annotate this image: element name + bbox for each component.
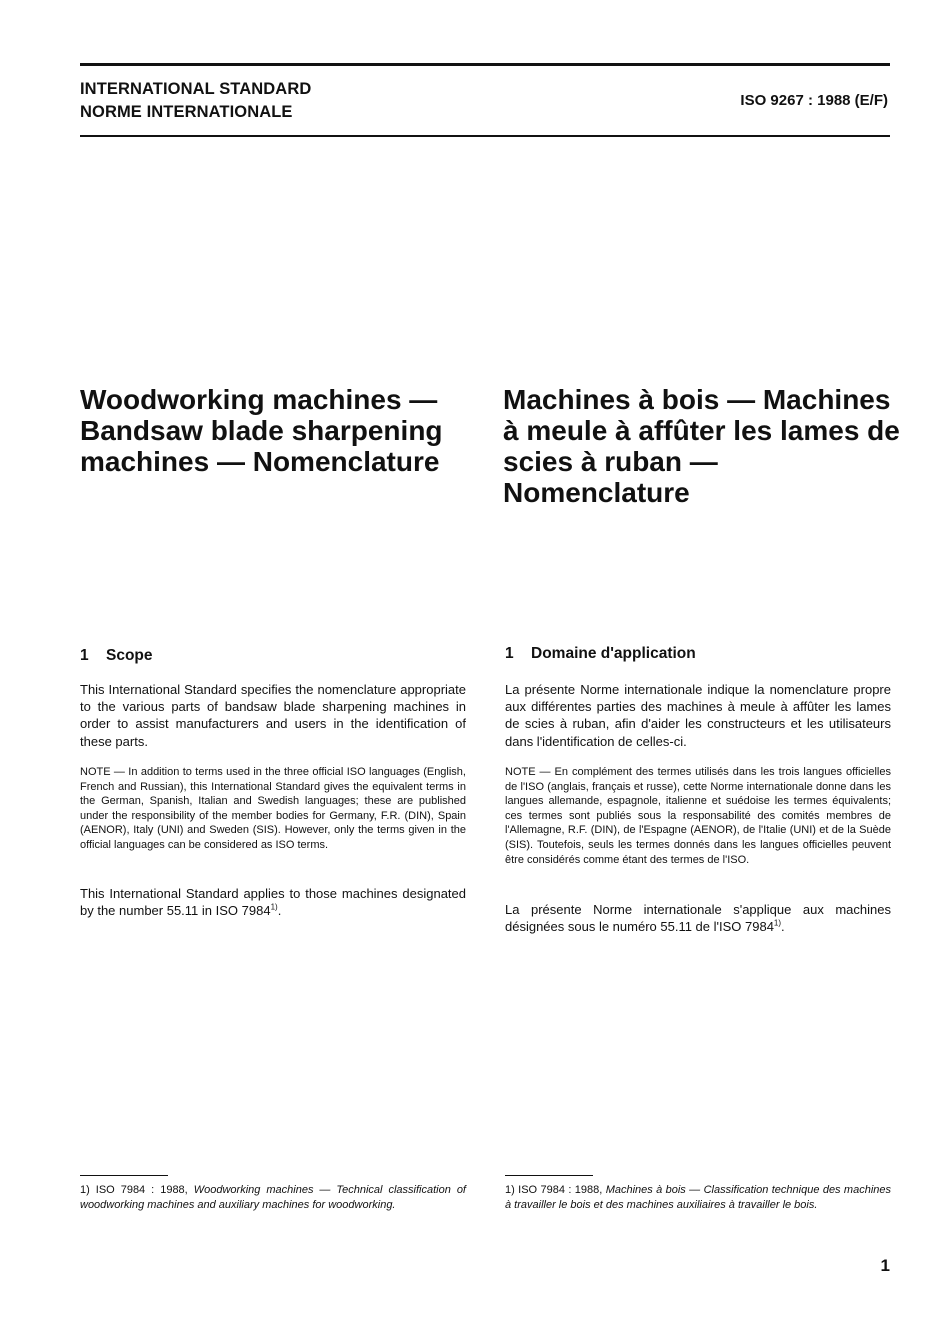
footnote-fr [505,1183,891,1212]
footnote-title: Woodworking machines — Technical classification of woodworking machines and auxiliary machines for woodworking. [80,1184,466,1211]
footnote-reference[interactable]: 1) [773,918,782,928]
document-type [80,78,311,124]
applicability-text: La présente Norme internationale s'applique aux machines désignées sous le numéro 55.11 de l'ISO 7984 [505,902,891,935]
header-top-rule [80,63,890,66]
page-number: 1 [880,1256,890,1275]
scope-note-en: NOTE — In addition to terms used in the three official ISO languages (English, French and Russian), this International Standard gives the equivalent terms in the German, Spanish, Italian and Swedish languages; these are published under the responsibility of the member bodies for Germany, F.R. (DIN), Spain (AENOR), Italy (UNI) and Sweden (SIS). However, only the terms given in the official languages can be considered as ISO terms. [80,766,466,851]
scope-paragraph-fr: La présente Norme internationale indique la nomenclature propre aux différentes parties des machines à meule à affûter les lames de scies à ruban, afin d'aider les constructeurs et les utilisateurs dans l'identification de celles-ci. [505,682,891,749]
footnote-reference[interactable]: 1) [270,902,278,912]
footnote-en [80,1183,466,1212]
footnote-separator-en [80,1175,168,1176]
section-number: 1 [505,645,514,662]
section-title: Scope [106,647,153,664]
section-heading-domaine [505,645,696,663]
footnote-separator-fr [505,1175,593,1176]
title-english: Woodworking machines — Bandsaw blade sharpening machines — Nomenclature [80,384,443,477]
title-french: Machines à bois — Machines à meule à affûter les lames de scies à ruban — Nomenclature [503,384,900,508]
footnote-marker: 1) ISO 7984 : 1988, [505,1184,603,1196]
footnote-marker: 1) ISO 7984 : 1988, [80,1184,188,1196]
applicability-text: This International Standard applies to those machines designated by the number 55.11 in ISO 7984 [80,886,466,919]
scope-note-fr: NOTE — En complément des termes utilisés dans les trois langues officielles de l'ISO (anglais, français et russe), cette Norme internationale donne dans les langues allemande, espagnole, italienne et suédoise les termes équivalents; ces termes sont publiés sous la responsabilité des comités membres de l'Allemagne, R.F. (DIN), de l'Espagne (AENOR), de l'Italie (UNI) et de la Suède (SIS). Toutefois, seuls les termes donnés dans les langues officielles peuvent être considérés comme étant des termes de l'ISO. [505,766,891,866]
sentence-end: . [781,919,785,935]
scope-paragraph-en: This International Standard specifies the nomenclature appropriate to the various parts of bandsaw blade sharpening machines in order to assist manufacturers and users in the identification of these parts. [80,682,466,749]
header-bottom-rule [80,135,890,137]
scope-applicability-en [80,885,466,919]
scope-applicability-fr [505,901,891,935]
document-type-en: INTERNATIONAL STANDARD [80,80,312,98]
standard-designation: ISO 9267 : 1988 (E/F) [740,92,888,109]
section-title: Domaine d'application [531,645,696,662]
section-number: 1 [80,647,89,664]
section-heading-scope [80,647,153,665]
document-type-fr: NORME INTERNATIONALE [80,103,293,121]
sentence-end: . [277,903,282,919]
footnote-title: Machines à bois — Classification technique des machines à travailler le bois et des machines auxiliaires à travailler le bois. [505,1184,892,1211]
